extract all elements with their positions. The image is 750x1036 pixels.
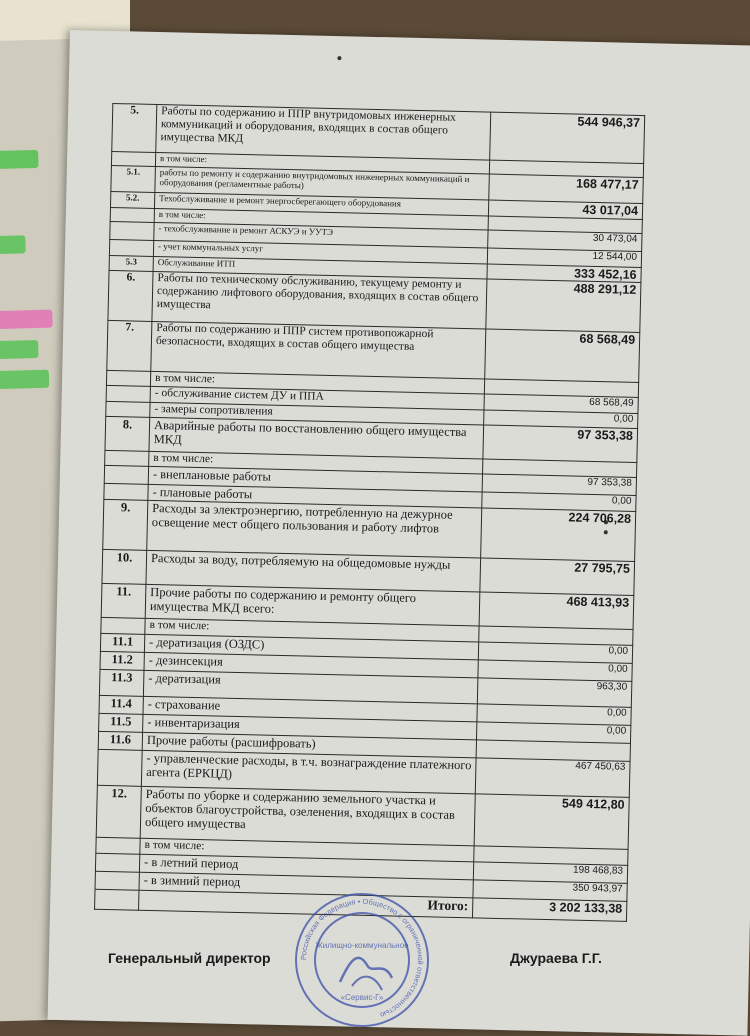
signer-position: Генеральный директор bbox=[108, 950, 271, 966]
item-description: Итого: bbox=[139, 890, 473, 918]
item-number bbox=[110, 221, 154, 240]
item-description: - обслуживание систем ДУ и ППА bbox=[150, 386, 484, 410]
item-amount: 0,00 bbox=[482, 492, 636, 511]
item-amount: 198 468,83 bbox=[473, 862, 627, 883]
item-description: Расходы за воду, потребляемую на общедомовые нужды bbox=[146, 550, 481, 592]
item-number bbox=[106, 385, 150, 402]
item-number: 10. bbox=[102, 549, 147, 584]
item-description: - дезинсекция bbox=[144, 652, 478, 678]
item-description: - учет коммунальных услуг bbox=[153, 240, 487, 264]
item-description: в том числе: bbox=[145, 618, 479, 642]
item-amount: 224 706,28 bbox=[481, 508, 636, 561]
item-description: в том числе: bbox=[150, 371, 484, 394]
item-description: Прочие работы (расшифровать) bbox=[142, 732, 476, 758]
item-number bbox=[97, 749, 142, 786]
item-number bbox=[104, 483, 148, 500]
item-description: Техобслуживание и ремонт энергосберегающего оборудования bbox=[154, 192, 488, 216]
item-amount: 0,00 bbox=[478, 660, 632, 681]
item-number: 8. bbox=[105, 416, 150, 451]
item-description: в том числе: bbox=[140, 838, 474, 862]
item-description: Аварийные работы по восстановлению общего имущества МКД bbox=[149, 417, 484, 459]
item-description: в том числе: bbox=[149, 451, 483, 474]
item-number bbox=[104, 465, 148, 484]
item-amount: 0,00 bbox=[476, 722, 630, 743]
item-number bbox=[111, 151, 155, 166]
punch-hole bbox=[337, 56, 341, 60]
item-amount: 97 353,38 bbox=[482, 474, 636, 495]
item-number bbox=[95, 853, 139, 872]
svg-text:Российская Федерация • Обществ: Российская Федерация • Общество с ограниченной ответственностью bbox=[298, 896, 426, 1020]
item-description: - страхование bbox=[143, 696, 477, 722]
item-amount: 27 795,75 bbox=[480, 558, 635, 595]
item-number: 11. bbox=[101, 583, 146, 618]
item-description: - дератизация (ОЗДС) bbox=[144, 634, 478, 660]
company-seal bbox=[292, 890, 432, 1030]
item-description: Обслуживание ИТП bbox=[153, 256, 487, 279]
green-highlight bbox=[0, 235, 26, 254]
item-amount: 549 412,80 bbox=[474, 794, 629, 849]
item-number: 11.2 bbox=[100, 651, 144, 670]
item-description: - в зимний период bbox=[139, 872, 473, 898]
item-number: 7. bbox=[107, 320, 152, 371]
green-highlight bbox=[0, 340, 38, 359]
green-highlight bbox=[0, 370, 49, 390]
item-description: - в летний период bbox=[139, 854, 473, 880]
item-number bbox=[106, 370, 150, 386]
item-description: Работы по содержанию и ППР систем противопожарной безопасности, входящих в состав общего имущества bbox=[151, 321, 486, 379]
item-number bbox=[106, 401, 150, 417]
green-highlight bbox=[0, 150, 39, 170]
item-number: 11.4 bbox=[99, 695, 143, 714]
item-amount: 30 473,04 bbox=[488, 230, 642, 251]
item-number: 11.1 bbox=[100, 633, 144, 652]
item-amount: 97 353,38 bbox=[483, 425, 638, 462]
item-amount: 12 544,00 bbox=[487, 248, 641, 267]
item-number bbox=[96, 837, 140, 854]
item-description: Расходы за электроэнергию, потребленную на дежурное освещение мест общего пользования и работу лифтов bbox=[147, 500, 482, 558]
item-amount: 68 568,49 bbox=[485, 329, 640, 382]
item-description: Работы по содержанию и ППР внутридомовых инженерных коммуникаций и оборудования, входящих в состав общего имущества МКД bbox=[156, 104, 491, 160]
item-number: 11.6 bbox=[98, 731, 142, 750]
item-description: Работы по техническому обслуживанию, текущему ремонту и содержанию лифтового оборудования, входящих в состав общего имущества bbox=[152, 271, 487, 329]
item-number bbox=[101, 617, 145, 634]
document-page bbox=[48, 30, 750, 1036]
item-number: 12. bbox=[96, 785, 141, 838]
item-amount: 3 202 133,38 bbox=[472, 898, 626, 921]
item-description: - управленческие расходы, в т.ч. вознаграждение платежного агента (ЕРКЦД) bbox=[141, 750, 476, 794]
item-amount: 350 943,97 bbox=[473, 880, 627, 901]
item-description: - инвентаризация bbox=[143, 714, 477, 740]
item-amount: 963,30 bbox=[477, 678, 632, 707]
pink-highlight bbox=[0, 310, 53, 330]
item-amount: 43 017,04 bbox=[488, 200, 642, 219]
svg-text:«Сервис-Г»: «Сервис-Г» bbox=[340, 993, 384, 1002]
item-number bbox=[95, 889, 139, 910]
item-description: работы по ремонту и содержанию внутридомовых инженерных коммуникаций и оборудования (регламентные работы) bbox=[155, 166, 490, 200]
item-number: 6. bbox=[108, 270, 153, 321]
signer-name: Джураева Г.Г. bbox=[510, 950, 602, 966]
item-description: - внеплановые работы bbox=[148, 466, 482, 492]
item-amount: 168 477,17 bbox=[489, 174, 644, 203]
item-number: 5.2. bbox=[110, 191, 154, 208]
item-amount: 0,00 bbox=[478, 642, 632, 663]
item-description: - замеры сопротивления bbox=[150, 402, 484, 425]
item-amount: 333 452,16 bbox=[487, 264, 641, 282]
item-number bbox=[109, 239, 153, 256]
item-number: 11.3 bbox=[99, 669, 144, 696]
item-number bbox=[110, 207, 154, 222]
item-amount: 68 568,49 bbox=[484, 394, 638, 413]
item-description: Прочие работы по содержанию и ремонту общего имущества МКД всего: bbox=[145, 584, 480, 626]
item-number bbox=[105, 450, 149, 466]
item-number: 5. bbox=[112, 103, 157, 152]
item-description: Работы по уборке и содержанию земельного участка и объектов благоустройства, озеленения, входящих в состав общего имущества bbox=[140, 786, 475, 846]
svg-text:Жилищно-коммунальное: Жилищно-коммунальное bbox=[315, 941, 409, 950]
item-amount: 0,00 bbox=[477, 704, 631, 725]
item-amount: 488 291,12 bbox=[486, 279, 641, 332]
item-description: в том числе: bbox=[154, 208, 488, 230]
item-number bbox=[95, 871, 139, 890]
item-number: 9. bbox=[103, 499, 148, 550]
item-number: 5.3 bbox=[109, 255, 153, 271]
item-description: - дератизация bbox=[143, 670, 478, 704]
item-amount: 0,00 bbox=[484, 410, 638, 428]
item-amount: 544 946,37 bbox=[490, 112, 645, 163]
item-number: 11.5 bbox=[99, 713, 143, 732]
item-number: 5.1. bbox=[111, 165, 156, 192]
item-description: - техобслуживание и ремонт АСКУЭ и УУТЭ bbox=[154, 222, 488, 248]
item-description: - плановые работы bbox=[148, 484, 482, 508]
item-description: в том числе: bbox=[155, 152, 489, 174]
expense-table bbox=[94, 103, 645, 922]
item-amount: 468 413,93 bbox=[479, 592, 634, 629]
item-amount: 467 450,63 bbox=[475, 758, 630, 797]
